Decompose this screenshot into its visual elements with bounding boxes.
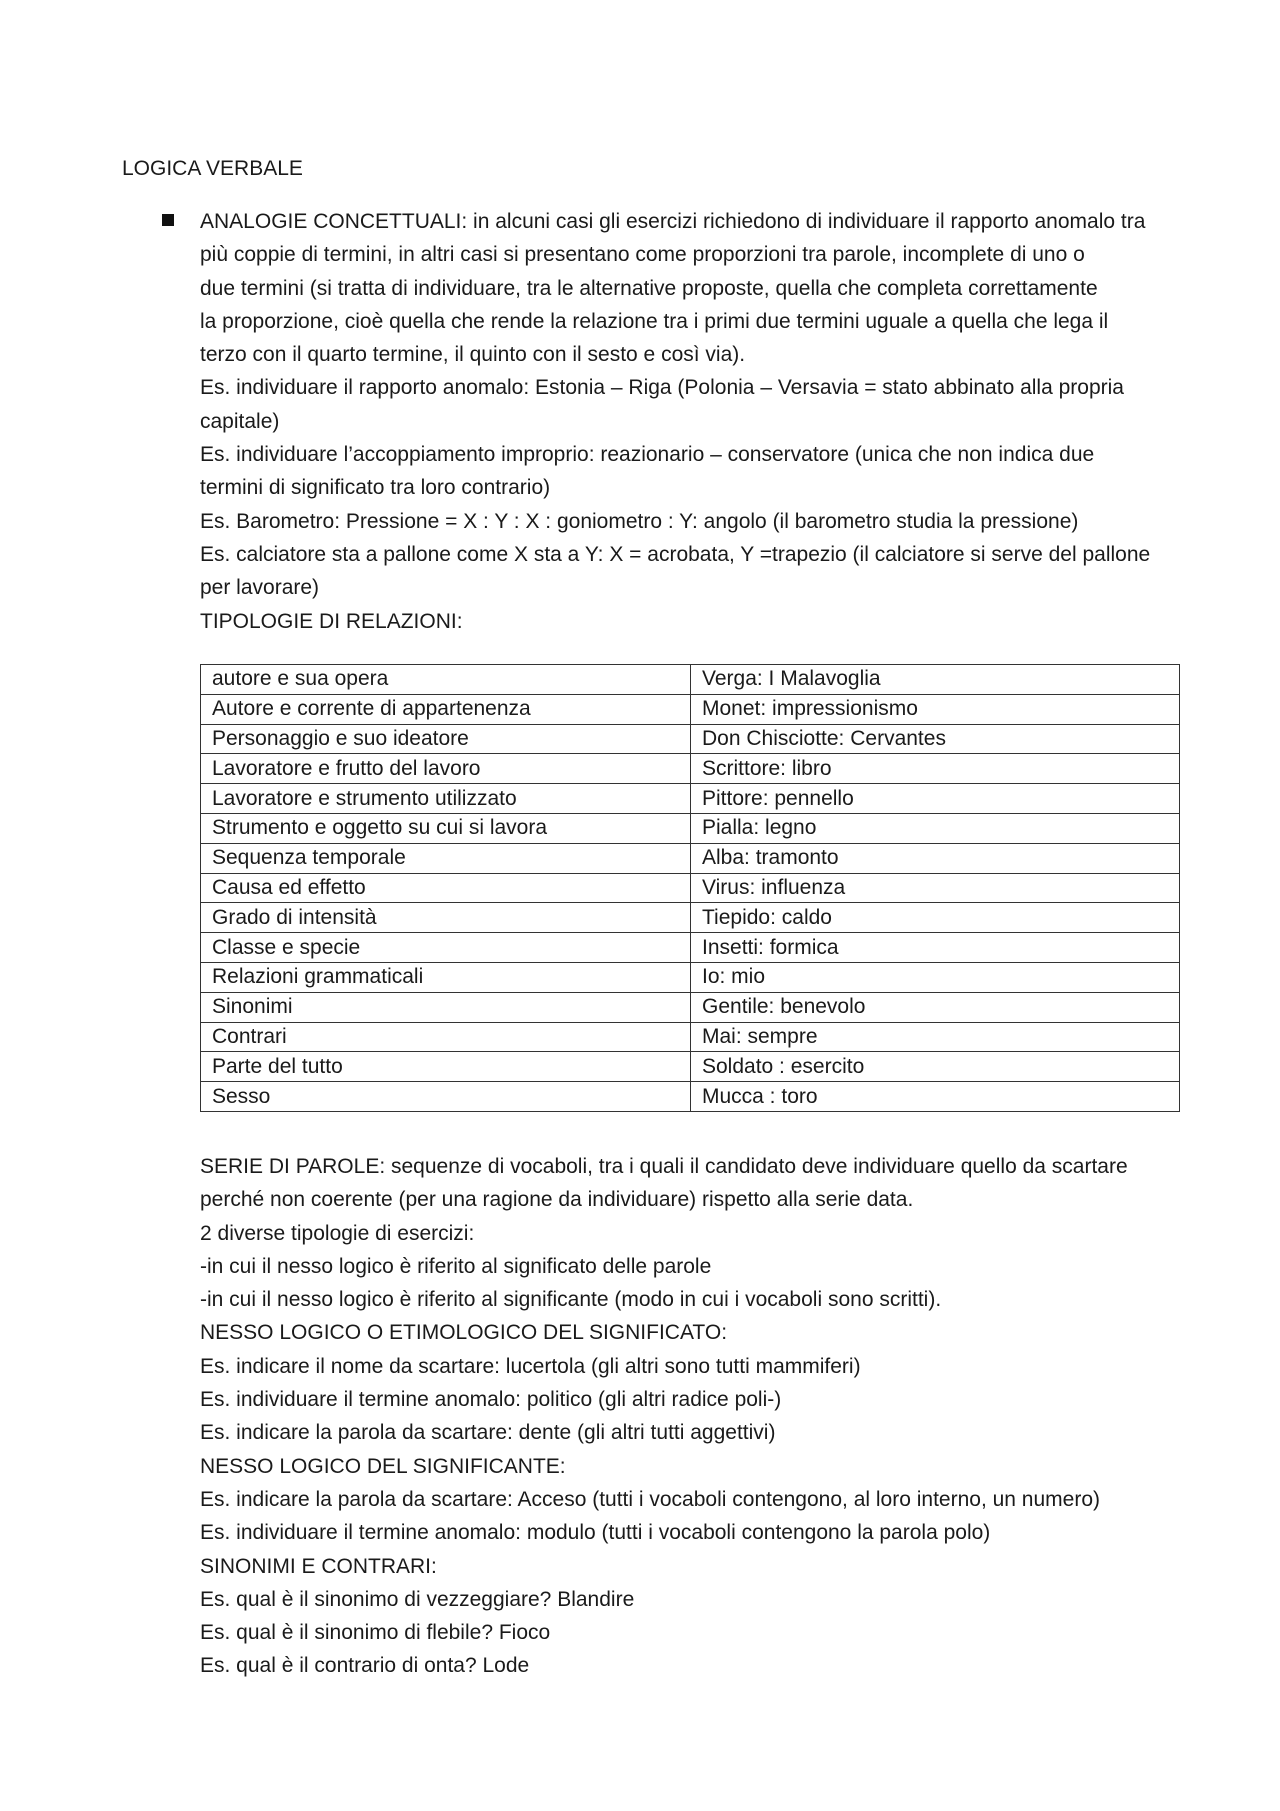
text-line: ANALOGIE CONCETTUALI: in alcuni casi gli esercizi richiedono di individuare il rapporto anomalo tra [200,210,1146,233]
relation-example-cell: Virus: influenza [691,873,1180,903]
relation-type-cell: Lavoratore e strumento utilizzato [201,784,691,814]
table-row [201,992,1180,1022]
relation-example-cell: Mai: sempre [691,1022,1180,1052]
text-line: due termini (si tratta di individuare, tra le alternative proposte, quella che completa correttamente [200,276,1098,300]
text-line: capitale) [200,409,280,433]
relation-example-cell: Alba: tramonto [691,843,1180,873]
text-line: Es. indicare il nome da scartare: lucertola (gli altri sono tutti mammiferi) [200,1354,861,1378]
text-line: Es. qual è il contrario di onta? Lode [200,1654,530,1678]
text-line: Es. individuare il termine anomalo: politico (gli altri radice poli-) [200,1388,782,1412]
relation-type-cell: Grado di intensità [201,903,691,933]
relation-example-cell: Verga: I Malavoglia [691,665,1180,695]
analogies-section [200,205,1200,638]
relation-type-cell: Sinonimi [201,992,691,1022]
table-row [201,754,1180,784]
text-line: termini di significato tra loro contrario) [200,476,551,500]
text-line: terzo con il quarto termine, il quinto con il sesto e così via). [200,343,746,367]
text-line: SERIE DI PAROLE: sequenze di vocaboli, tra i quali il candidato deve individuare quello da scartare [200,1155,1128,1178]
text-line: Es. indicare la parola da scartare: Acceso (tutti i vocaboli contengono, al loro interno, un numero) [200,1487,1100,1511]
relation-type-cell: Sequenza temporale [201,843,691,873]
table-row [201,813,1180,843]
relations-table [200,664,1180,1112]
table-row [201,784,1180,814]
table-row [201,903,1180,933]
relation-type-cell: Lavoratore e frutto del lavoro [201,754,691,784]
text-line: Es. individuare l’accoppiamento improprio: reazionario – conservatore (unica che non indica due [200,443,1095,467]
relation-example-cell: Gentile: benevolo [691,992,1180,1022]
relation-example-cell: Pittore: pennello [691,784,1180,814]
text-line: TIPOLOGIE DI RELAZIONI: [200,609,463,633]
text-line: -in cui il nesso logico è riferito al significante (modo in cui i vocaboli sono scritti). [200,1288,942,1312]
text-line: NESSO LOGICO DEL SIGNIFICANTE: [200,1454,566,1478]
table-row [201,1082,1180,1112]
relation-type-cell: Personaggio e suo ideatore [201,724,691,754]
relation-type-cell: Causa ed effetto [201,873,691,903]
text-line: Es. individuare il termine anomalo: modulo (tutti i vocaboli contengono la parola polo) [200,1521,991,1545]
relation-example-cell: Monet: impressionismo [691,694,1180,724]
relation-type-cell: autore e sua opera [201,665,691,695]
text-line: Es. individuare il rapporto anomalo: Estonia – Riga (Polonia – Versavia = stato abbinato alla propria [200,376,1124,400]
table-row [201,665,1180,695]
text-line: NESSO LOGICO O ETIMOLOGICO DEL SIGNIFICATO: [200,1321,728,1345]
table-row [201,1052,1180,1082]
text-line: 2 diverse tipologie di esercizi: [200,1221,475,1245]
relation-example-cell: Insetti: formica [691,933,1180,963]
text-line: Es. Barometro: Pressione = X : Y : X : goniometro : Y: angolo (il barometro studia la pressione) [200,509,1079,533]
relation-type-cell: Sesso [201,1082,691,1112]
table-row [201,933,1180,963]
relation-example-cell: Mucca : toro [691,1082,1180,1112]
word-series-section [200,1150,1200,1683]
relation-type-cell: Relazioni grammaticali [201,962,691,992]
relation-example-cell: Don Chisciotte: Cervantes [691,724,1180,754]
relation-example-cell: Tiepido: caldo [691,903,1180,933]
relations-table-body [201,665,1180,1112]
text-line: per lavorare) [200,576,320,600]
table-row [201,843,1180,873]
square-bullet-icon [162,214,174,226]
relation-type-cell: Contrari [201,1022,691,1052]
relation-type-cell: Autore e corrente di appartenenza [201,694,691,724]
text-line: Es. qual è il sinonimo di vezzeggiare? Blandire [200,1587,635,1611]
table-row [201,1022,1180,1052]
relation-type-cell: Strumento e oggetto su cui si lavora [201,813,691,843]
text-line: Es. indicare la parola da scartare: dente (gli altri tutti aggettivi) [200,1421,776,1445]
text-line: -in cui il nesso logico è riferito al significato delle parole [200,1254,712,1278]
relation-type-cell: Parte del tutto [201,1052,691,1082]
relation-type-cell: Classe e specie [201,933,691,963]
relation-example-cell: Io: mio [691,962,1180,992]
table-row [201,724,1180,754]
relation-example-cell: Pialla: legno [691,813,1180,843]
text-line: Es. calciatore sta a pallone come X sta a Y: X = acrobata, Y =trapezio (il calciatore si serve del pallone [200,542,1151,566]
text-line: la proporzione, cioè quella che rende la relazione tra i primi due termini uguale a quella che lega il [200,309,1109,333]
table-row [201,962,1180,992]
table-row [201,694,1180,724]
text-line: più coppie di termini, in altri casi si presentano come proporzioni tra parole, incomplete di uno o [200,243,1085,267]
relation-example-cell: Soldato : esercito [691,1052,1180,1082]
table-row [201,873,1180,903]
relation-example-cell: Scrittore: libro [691,754,1180,784]
text-line: perché non coerente (per una ragione da individuare) rispetto alla serie data. [200,1188,914,1212]
text-line: Es. qual è il sinonimo di flebile? Fioco [200,1621,551,1645]
text-line: SINONIMI E CONTRARI: [200,1554,437,1578]
document-title: LOGICA VERBALE [122,157,303,180]
